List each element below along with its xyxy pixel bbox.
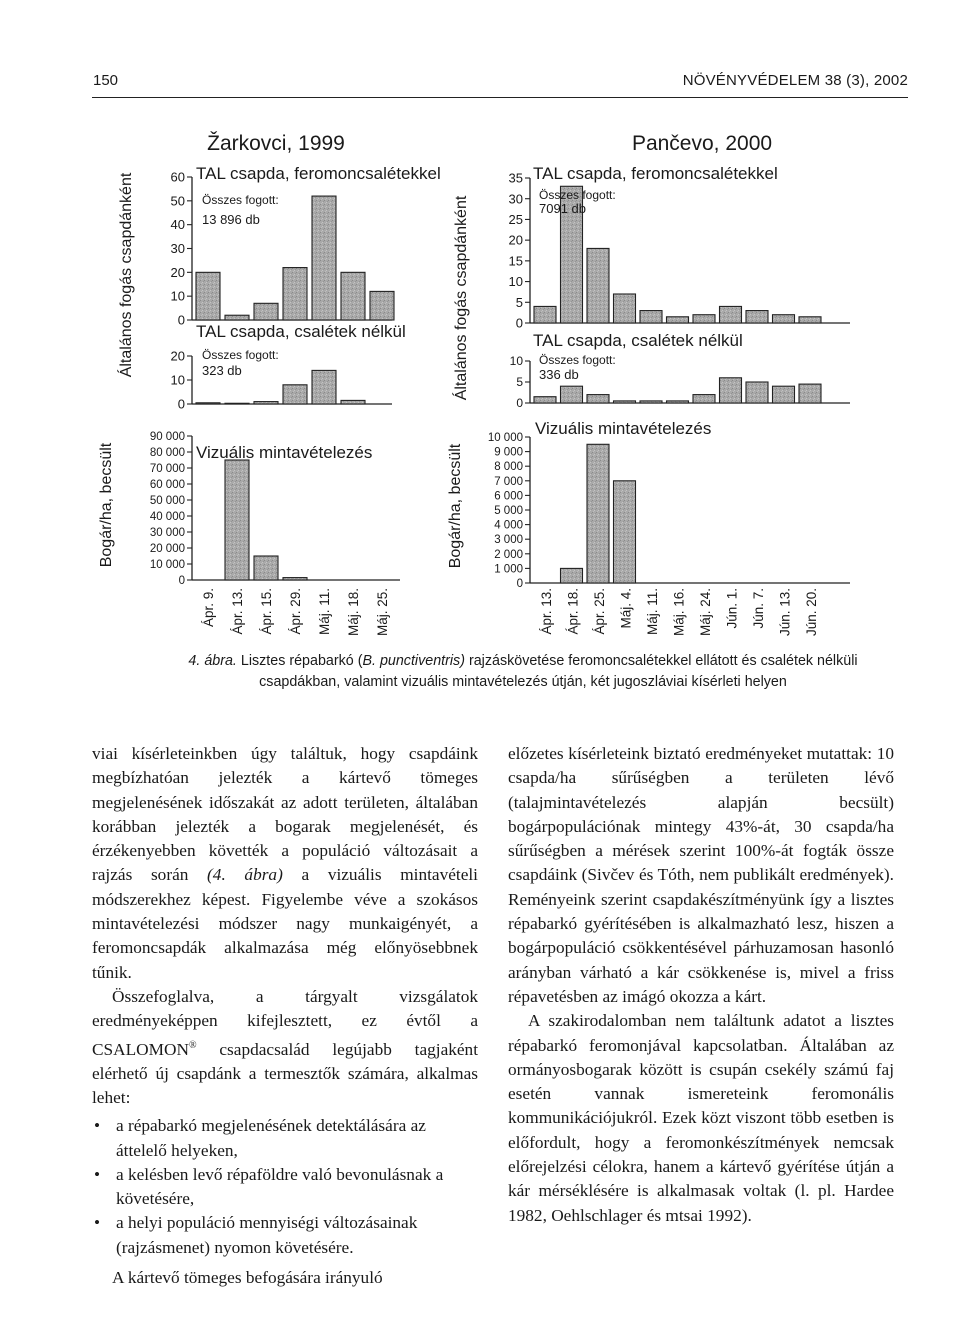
bullet-list (92, 1114, 478, 1260)
y-tick-label: 35 (508, 170, 523, 186)
paragraph: A kártevő tömeges befogására irányuló (112, 1268, 383, 1287)
bar (254, 556, 278, 580)
y-tick-label: 10 (509, 354, 523, 369)
y-tick-label: 10 (170, 372, 185, 388)
bar (225, 403, 249, 404)
bar (561, 386, 583, 403)
bar (254, 402, 278, 404)
bar (225, 315, 249, 320)
bar (283, 578, 307, 580)
date-label: Jún. 20. (804, 588, 819, 637)
y-tick-label: 3 000 (494, 534, 523, 547)
y-tick-label: 5 (516, 375, 523, 390)
bar (283, 385, 307, 404)
figure-reference: (4. ábra) (207, 865, 283, 885)
chart-title: TAL csapda, feromoncsalétekkel (533, 164, 778, 183)
y-tick-label: 7 000 (494, 475, 523, 488)
right-baited-chart (509, 164, 850, 331)
y-tick-label: 30 000 (149, 527, 185, 540)
journal-header: NÖVÉNYVÉDELEM 38 (3), 2002 (682, 72, 908, 89)
bar (534, 306, 556, 323)
total-label: Összes fogott: (202, 193, 279, 207)
y-tick-label: 0 (177, 396, 185, 412)
date-label: Máj. 11. (645, 588, 660, 636)
page-number: 150 (93, 72, 119, 89)
total-value: 7091 db (539, 201, 586, 216)
bar (196, 403, 220, 404)
date-label: Máj. 4. (618, 588, 634, 629)
y-tick-label: 70 000 (149, 463, 185, 476)
paragraph: előzetes kísérleteink biztató eredményeket mutattak: 10 csapda/ha sűrűségben a területen lévő (talajmintavételezés alapján becsült) bogárpopulációnak mintegy 43%-át, 30 csapda/ha sűrűségben a mérések szerint 100%-át fogták össze csapdáink (Sivčev és Tóth, nem publikált eredmények). Reményeink szerint csapdakészítményünk így a lisztes répabarkó gyérítésében is alkalmazható lesz, hiszen a bogárpopuláció csökkentésével párhuzamosan hasonló arányban várható a kár csökkenése is, mivel a friss répavetésben az imágó okozza a kárt. (508, 744, 894, 1006)
y-tick-label: 30 (170, 241, 185, 257)
right-visual-chart (488, 419, 850, 590)
left-visual-axis-label: Bogár/ha, becsült (98, 442, 115, 568)
list-item: • a répabarkó megjelenésének detektálására az áttelelő helyeken, (92, 1114, 478, 1163)
date-label: Jún. 7. (751, 588, 766, 629)
right-date-axis (539, 588, 819, 636)
y-tick-label: 2 000 (494, 548, 523, 561)
y-tick-label: 5 (515, 294, 523, 310)
date-label: Máj. 16. (671, 588, 687, 637)
total-label: Összes fogott: (539, 188, 616, 202)
paragraph (92, 985, 478, 1110)
left-date-axis (201, 588, 390, 636)
bar (370, 291, 394, 320)
y-tick-label: 15 (508, 253, 523, 269)
figure-caption (163, 651, 883, 693)
bar (773, 315, 795, 323)
date-label: Jún. 13. (777, 588, 793, 637)
left-text-column (92, 742, 478, 1290)
y-tick-label: 4 000 (494, 519, 523, 532)
y-tick-label: 20 000 (149, 543, 185, 556)
y-tick-label: 40 000 (149, 511, 185, 524)
y-tick-label: 90 000 (149, 431, 185, 444)
bar (561, 568, 583, 583)
y-tick-label: 10 000 (149, 559, 185, 572)
bar (254, 303, 278, 320)
y-tick-label: 6 000 (494, 490, 523, 503)
date-label: Ápr. 25. (592, 588, 607, 635)
bar (640, 311, 662, 323)
bar (587, 248, 609, 323)
y-tick-label: 0 (178, 575, 185, 588)
y-tick-label: 60 (170, 169, 185, 185)
y-tick-label: 0 (516, 396, 523, 411)
bar (746, 311, 768, 323)
paragraph-text: a vizuális mintavételi módszerekhez képest. Figyelembe véve a szokásos mintavételezési módszer nagy munkaigényét, a feromoncsapdák alkalmazása még előnyösebbnek tűnik. (92, 865, 478, 982)
y-tick-label: 0 (516, 578, 523, 591)
chart-title: TAL csapda, feromoncsalétekkel (196, 164, 441, 183)
y-tick-label: 10 (170, 288, 185, 304)
y-tick-label: 10 000 (487, 432, 523, 445)
bar (693, 395, 715, 403)
list-item: • a kelésben levő répaföldre való bevonulásnak a követésére, (92, 1163, 478, 1212)
bar (614, 481, 636, 583)
y-tick-label: 60 000 (149, 479, 185, 492)
y-tick-label: 5 000 (494, 505, 523, 518)
y-tick-label: 20 (170, 264, 185, 280)
date-label: Máj. 24. (698, 588, 713, 637)
total-label: Összes fogott: (202, 348, 279, 362)
date-label: Ápr. 29. (288, 588, 303, 635)
y-tick-label: 50 000 (149, 495, 185, 508)
left-unbaited-chart (171, 322, 406, 412)
right-trap-axis-label: Általános fogás csapdánként (453, 195, 470, 401)
y-tick-label: 30 (508, 191, 523, 207)
figure-4 (0, 100, 960, 648)
y-tick-label: 20 (170, 348, 185, 364)
paragraph-text: Összefoglalva, a tárgyalt vizsgálatok eredményeképpen kifejlesztett, ez évtől a CSALOMON (92, 986, 478, 1059)
bar (312, 196, 336, 320)
y-tick-label: 80 000 (149, 447, 185, 460)
bar (667, 401, 689, 403)
chart-title: Vizuális mintavételezés (535, 419, 712, 438)
caption-label: 4. ábra. (188, 653, 237, 669)
right-text-column (508, 742, 894, 1228)
left-trap-axis-label: Általános fogás csapdánként (118, 172, 135, 378)
paragraph-text: csapdacsalád legújabb tagjaként elérhető új csapdánk a termesztők számára, alkalmas lehet: (92, 1039, 478, 1107)
left-visual-chart (150, 431, 400, 587)
bar (341, 400, 365, 404)
caption-text-after: rajzáskövetése feromoncsalétekkel ellátott és csalétek nélküli csapdákban, valamint vizuális mintavételezés útján, két jugoszláviai kísérleti helyen (259, 653, 858, 690)
caption-text-before: Lisztes répabarkó ( (236, 653, 363, 669)
right-visual-axis-label: Bogár/ha, becsült (447, 443, 464, 569)
total-value: 336 db (539, 367, 579, 382)
date-label: Ápr. 18. (565, 588, 581, 635)
date-label: Máj. 11. (317, 588, 332, 636)
paragraph (92, 742, 478, 985)
bar (614, 294, 636, 323)
date-label: Ápr. 15. (259, 588, 274, 635)
bar (534, 397, 556, 403)
list-item: • a helyi populáció mennyiségi változásainak (rajzásmenet) nyomon követésére. (92, 1211, 478, 1260)
paragraph: A szakirodalomban nem találtunk adatot a lisztes répabarkó feromonjával kapcsolatban. Általában az ormányosbogarak között is csupán csekély számú faj esetén vannak ismereteink feromonális kommunikációjukról. Ezek közt viszont több esetben is előfordult, hogy a feromonkészítmények nemcsak előrejelzési célokra, hanem a kártevő gyérítése útján a kár mérséklésére is alkalmasak voltak (l. pl. Hardee 1982, Oehlschlager és mtsai 1992). (508, 1011, 894, 1225)
y-tick-label: 20 (508, 232, 523, 248)
bar (225, 460, 249, 580)
y-tick-label: 0 (177, 312, 185, 328)
y-tick-label: 10 (508, 274, 523, 290)
bar (587, 395, 609, 403)
y-tick-label: 40 (170, 217, 185, 233)
y-tick-label: 50 (170, 193, 185, 209)
bar (667, 317, 689, 323)
bar (196, 272, 220, 320)
date-label: Ápr. 13. (539, 588, 554, 635)
date-label: Jún. 1. (724, 588, 740, 629)
bar (283, 268, 307, 320)
y-tick-label: 9 000 (494, 446, 523, 459)
paragraph-text: viai kísérleteinkben úgy találtuk, hogy csapdáink megbízhatóan jelezték a kártevő tömeges megjelenésének időszakát az adott területen, általában korábban jelezték a bogarak megjelenését, és érzékenyebben követték a populáció változásait a rajzás során (92, 744, 478, 885)
bar (746, 382, 768, 403)
bar (312, 370, 336, 404)
bar (587, 444, 609, 583)
left-baited-chart (171, 164, 441, 328)
bar (720, 378, 742, 403)
bar (341, 272, 365, 320)
bar (693, 315, 715, 323)
bar (614, 401, 636, 403)
chart-title: Vizuális mintavételezés (196, 443, 373, 462)
total-value: 323 db (202, 363, 242, 378)
bar (720, 306, 742, 323)
y-tick-label: 25 (508, 211, 523, 227)
date-label: Máj. 18. (346, 588, 361, 637)
bar (640, 401, 662, 403)
left-figure-title: Žarkovci, 1999 (207, 132, 345, 155)
chart-title: TAL csapda, csalétek nélkül (196, 322, 406, 341)
chart-title: TAL csapda, csalétek nélkül (533, 331, 743, 350)
y-tick-label: 1 000 (494, 563, 523, 576)
total-value: 13 896 db (202, 212, 260, 227)
date-label: Máj. 25. (375, 588, 390, 637)
bar (799, 384, 821, 403)
right-figure-title: Pančevo, 2000 (631, 132, 773, 155)
y-tick-label: 8 000 (494, 461, 523, 474)
date-label: Ápr. 13. (230, 588, 245, 635)
registered-mark: ® (188, 1039, 197, 1051)
right-unbaited-chart (510, 331, 850, 410)
header-rule (92, 97, 908, 98)
caption-species: B. punctiventris) (362, 653, 465, 669)
bar (773, 386, 795, 403)
date-label: Ápr. 9. (201, 588, 216, 628)
total-label: Összes fogott: (539, 353, 616, 367)
y-tick-label: 0 (515, 315, 523, 331)
bar (799, 317, 821, 323)
